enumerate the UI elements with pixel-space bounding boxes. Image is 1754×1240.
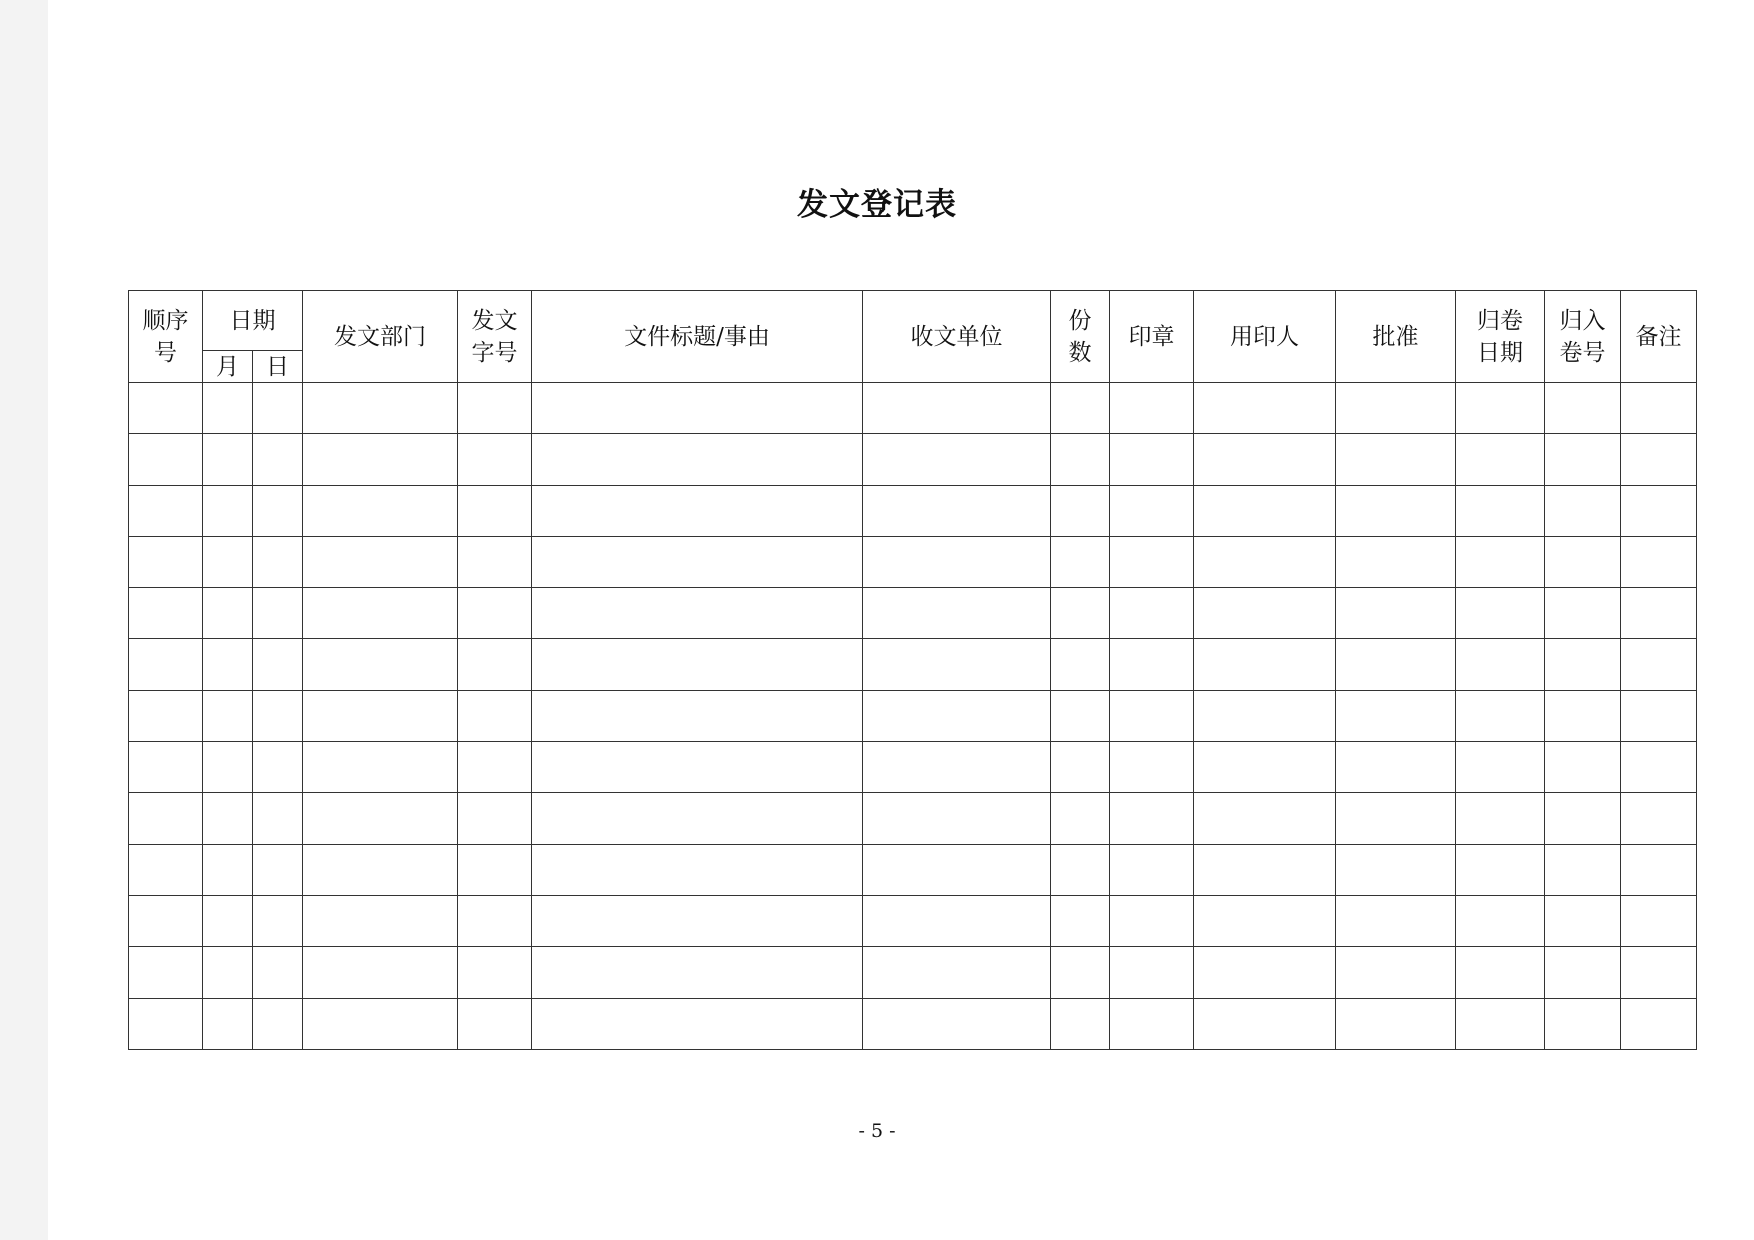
table-cell[interactable]: [1051, 434, 1110, 485]
table-cell[interactable]: [1456, 536, 1545, 587]
table-cell[interactable]: [1194, 434, 1336, 485]
table-cell[interactable]: [458, 998, 532, 1049]
table-cell[interactable]: [1051, 639, 1110, 690]
header-seal-user: 用印人: [1194, 291, 1336, 383]
table-cell[interactable]: [253, 793, 303, 844]
table-cell[interactable]: [1110, 588, 1194, 639]
table-cell[interactable]: [203, 895, 253, 946]
table-cell[interactable]: [532, 742, 863, 793]
table-row: [129, 793, 1697, 844]
table-cell[interactable]: [1110, 844, 1194, 895]
table-cell[interactable]: [1545, 844, 1621, 895]
table-cell[interactable]: [129, 485, 203, 536]
table-cell[interactable]: [1194, 742, 1336, 793]
header-date: 日期: [203, 291, 303, 351]
table-cell[interactable]: [1110, 383, 1194, 434]
table-cell[interactable]: [458, 793, 532, 844]
table-cell[interactable]: [303, 588, 458, 639]
table-cell[interactable]: [303, 434, 458, 485]
table-cell[interactable]: [253, 947, 303, 998]
table-cell[interactable]: [1545, 639, 1621, 690]
table-cell[interactable]: [1621, 793, 1697, 844]
table-cell[interactable]: [1336, 588, 1456, 639]
table-cell[interactable]: [458, 895, 532, 946]
table-cell[interactable]: [303, 742, 458, 793]
table-cell[interactable]: [863, 639, 1051, 690]
header-approval: 批准: [1336, 291, 1456, 383]
table-cell[interactable]: [532, 895, 863, 946]
table-cell[interactable]: [303, 485, 458, 536]
table-row: [129, 383, 1697, 434]
table-cell[interactable]: [1545, 588, 1621, 639]
table-cell[interactable]: [1051, 536, 1110, 587]
table-cell[interactable]: [1456, 844, 1545, 895]
table-cell[interactable]: [203, 536, 253, 587]
table-row: [129, 434, 1697, 485]
table-cell[interactable]: [1336, 793, 1456, 844]
table-cell[interactable]: [253, 485, 303, 536]
table-cell[interactable]: [1110, 793, 1194, 844]
table-cell[interactable]: [1621, 947, 1697, 998]
table-cell[interactable]: [1456, 588, 1545, 639]
table-cell[interactable]: [1110, 947, 1194, 998]
table-cell[interactable]: [129, 793, 203, 844]
table-cell[interactable]: [1051, 793, 1110, 844]
table-cell[interactable]: [203, 947, 253, 998]
table-cell[interactable]: [253, 588, 303, 639]
table-cell[interactable]: [253, 536, 303, 587]
table-cell[interactable]: [1110, 998, 1194, 1049]
table-cell[interactable]: [1621, 639, 1697, 690]
table-cell[interactable]: [1110, 895, 1194, 946]
table-row: [129, 639, 1697, 690]
table-row: [129, 895, 1697, 946]
register-body: [129, 383, 1697, 1050]
table-cell[interactable]: [458, 690, 532, 741]
table-cell[interactable]: [1051, 690, 1110, 741]
table-cell[interactable]: [129, 690, 203, 741]
table-cell[interactable]: [1621, 434, 1697, 485]
table-cell[interactable]: [458, 947, 532, 998]
table-cell[interactable]: [203, 383, 253, 434]
table-cell[interactable]: [1545, 485, 1621, 536]
table-cell[interactable]: [1545, 742, 1621, 793]
table-cell[interactable]: [458, 383, 532, 434]
table-cell[interactable]: [458, 742, 532, 793]
table-cell[interactable]: [1336, 998, 1456, 1049]
table-cell[interactable]: [1621, 998, 1697, 1049]
table-cell[interactable]: [253, 690, 303, 741]
table-cell[interactable]: [129, 434, 203, 485]
table-cell[interactable]: [1336, 742, 1456, 793]
table-cell[interactable]: [1194, 895, 1336, 946]
table-cell[interactable]: [1545, 793, 1621, 844]
header-subject: 文件标题/事由: [532, 291, 863, 383]
table-cell[interactable]: [203, 690, 253, 741]
table-cell[interactable]: [863, 947, 1051, 998]
header-docno: 发文 字号: [458, 291, 532, 383]
table-cell[interactable]: [1051, 998, 1110, 1049]
table-cell[interactable]: [1621, 742, 1697, 793]
table-cell[interactable]: [1336, 690, 1456, 741]
table-cell[interactable]: [863, 536, 1051, 587]
table-cell[interactable]: [1545, 434, 1621, 485]
header-month: 月: [203, 351, 253, 383]
table-cell[interactable]: [129, 588, 203, 639]
table-cell[interactable]: [1456, 998, 1545, 1049]
table-cell[interactable]: [532, 536, 863, 587]
header-seal: 印章: [1110, 291, 1194, 383]
table-cell[interactable]: [303, 690, 458, 741]
header-archive-date: 归卷 日期: [1456, 291, 1545, 383]
table-cell[interactable]: [1051, 485, 1110, 536]
table-cell[interactable]: [1621, 690, 1697, 741]
table-cell[interactable]: [253, 742, 303, 793]
table-cell[interactable]: [863, 895, 1051, 946]
table-cell[interactable]: [1051, 588, 1110, 639]
page-title: 发文登记表: [797, 186, 957, 223]
table-cell[interactable]: [203, 485, 253, 536]
table-cell[interactable]: [1336, 947, 1456, 998]
table-cell[interactable]: [863, 844, 1051, 895]
header-dept: 发文部门: [303, 291, 458, 383]
table-cell[interactable]: [1194, 588, 1336, 639]
table-cell[interactable]: [129, 998, 203, 1049]
table-cell[interactable]: [129, 536, 203, 587]
table-cell[interactable]: [458, 536, 532, 587]
header-remarks: 备注: [1621, 291, 1697, 383]
table-cell[interactable]: [303, 383, 458, 434]
table-row: [129, 998, 1697, 1049]
table-cell[interactable]: [863, 434, 1051, 485]
table-cell[interactable]: [253, 383, 303, 434]
table-cell[interactable]: [1456, 793, 1545, 844]
header-copies: 份 数: [1051, 291, 1110, 383]
table-cell[interactable]: [1110, 639, 1194, 690]
table-cell[interactable]: [1110, 690, 1194, 741]
table-cell[interactable]: [1621, 895, 1697, 946]
table-cell[interactable]: [1456, 947, 1545, 998]
table-cell[interactable]: [863, 793, 1051, 844]
table-cell[interactable]: [1456, 690, 1545, 741]
table-cell[interactable]: [1194, 639, 1336, 690]
table-cell[interactable]: [458, 639, 532, 690]
table-cell[interactable]: [203, 434, 253, 485]
table-cell[interactable]: [863, 690, 1051, 741]
table-cell[interactable]: [253, 998, 303, 1049]
table-row: [129, 588, 1697, 639]
table-cell[interactable]: [1621, 485, 1697, 536]
table-cell[interactable]: [863, 742, 1051, 793]
table-cell[interactable]: [1110, 536, 1194, 587]
table-cell[interactable]: [532, 434, 863, 485]
header-volume-no: 归入 卷号: [1545, 291, 1621, 383]
table-cell[interactable]: [1545, 536, 1621, 587]
table-cell[interactable]: [532, 947, 863, 998]
table-cell[interactable]: [1545, 690, 1621, 741]
table-cell[interactable]: [1621, 844, 1697, 895]
table-cell[interactable]: [1456, 485, 1545, 536]
table-cell[interactable]: [1621, 383, 1697, 434]
table-cell[interactable]: [203, 793, 253, 844]
table-cell[interactable]: [458, 434, 532, 485]
table-cell[interactable]: [303, 947, 458, 998]
table-cell[interactable]: [532, 485, 863, 536]
header-seq: 顺序 号: [129, 291, 203, 383]
table-row: [129, 742, 1697, 793]
table-cell[interactable]: [129, 895, 203, 946]
table-row: [129, 536, 1697, 587]
table-cell[interactable]: [203, 588, 253, 639]
table-cell[interactable]: [1194, 998, 1336, 1049]
table-row: [129, 485, 1697, 536]
table-cell[interactable]: [303, 844, 458, 895]
table-cell[interactable]: [1336, 895, 1456, 946]
table-cell[interactable]: [303, 998, 458, 1049]
table-cell[interactable]: [863, 588, 1051, 639]
table-cell[interactable]: [129, 742, 203, 793]
table-cell[interactable]: [1336, 434, 1456, 485]
table-cell[interactable]: [1545, 998, 1621, 1049]
table-cell[interactable]: [1110, 742, 1194, 793]
table-cell[interactable]: [1456, 383, 1545, 434]
table-cell[interactable]: [1545, 383, 1621, 434]
table-cell[interactable]: [1051, 383, 1110, 434]
table-cell[interactable]: [1194, 844, 1336, 895]
table-cell[interactable]: [532, 793, 863, 844]
table-cell[interactable]: [253, 844, 303, 895]
table-cell[interactable]: [532, 383, 863, 434]
table-cell[interactable]: [1456, 742, 1545, 793]
table-cell[interactable]: [129, 639, 203, 690]
table-cell[interactable]: [863, 383, 1051, 434]
page-number: - 5 -: [858, 1120, 896, 1142]
table-cell[interactable]: [458, 588, 532, 639]
table-cell[interactable]: [1194, 690, 1336, 741]
table-cell[interactable]: [532, 690, 863, 741]
table-cell[interactable]: [253, 639, 303, 690]
table-cell[interactable]: [863, 485, 1051, 536]
table-cell[interactable]: [1336, 844, 1456, 895]
table-cell[interactable]: [1194, 485, 1336, 536]
table-cell[interactable]: [1051, 895, 1110, 946]
table-cell[interactable]: [1194, 536, 1336, 587]
table-cell[interactable]: [1336, 536, 1456, 587]
table-cell[interactable]: [129, 383, 203, 434]
table-cell[interactable]: [1194, 383, 1336, 434]
table-cell[interactable]: [1051, 742, 1110, 793]
table-cell[interactable]: [1621, 588, 1697, 639]
table-cell[interactable]: [303, 793, 458, 844]
table-cell[interactable]: [532, 998, 863, 1049]
header-day: 日: [253, 351, 303, 383]
table-cell[interactable]: [1456, 639, 1545, 690]
table-cell[interactable]: [532, 844, 863, 895]
table-cell[interactable]: [303, 639, 458, 690]
table-row: [129, 844, 1697, 895]
table-cell[interactable]: [532, 639, 863, 690]
table-cell[interactable]: [1456, 434, 1545, 485]
table-cell[interactable]: [203, 742, 253, 793]
table-cell[interactable]: [1621, 536, 1697, 587]
table-row: [129, 690, 1697, 741]
table-cell[interactable]: [863, 998, 1051, 1049]
table-cell[interactable]: [1336, 639, 1456, 690]
header-recipient: 收文单位: [863, 291, 1051, 383]
table-row: [129, 947, 1697, 998]
table-cell[interactable]: [458, 844, 532, 895]
table-cell[interactable]: [1456, 895, 1545, 946]
table-cell[interactable]: [1336, 383, 1456, 434]
table-cell[interactable]: [253, 895, 303, 946]
table-cell[interactable]: [1110, 434, 1194, 485]
table-cell[interactable]: [203, 998, 253, 1049]
table-cell[interactable]: [303, 536, 458, 587]
table-cell[interactable]: [129, 947, 203, 998]
table-cell[interactable]: [129, 844, 203, 895]
table-cell[interactable]: [203, 844, 253, 895]
table-cell[interactable]: [1336, 485, 1456, 536]
table-cell[interactable]: [1051, 844, 1110, 895]
table-cell[interactable]: [1194, 793, 1336, 844]
table-cell[interactable]: [253, 434, 303, 485]
table-cell[interactable]: [1051, 947, 1110, 998]
table-cell[interactable]: [203, 639, 253, 690]
table-cell[interactable]: [303, 895, 458, 946]
table-cell[interactable]: [1110, 485, 1194, 536]
table-cell[interactable]: [532, 588, 863, 639]
dispatch-register-table: [128, 290, 1697, 1050]
table-cell[interactable]: [1545, 947, 1621, 998]
table-cell[interactable]: [1194, 947, 1336, 998]
table-cell[interactable]: [458, 485, 532, 536]
table-cell[interactable]: [1545, 895, 1621, 946]
